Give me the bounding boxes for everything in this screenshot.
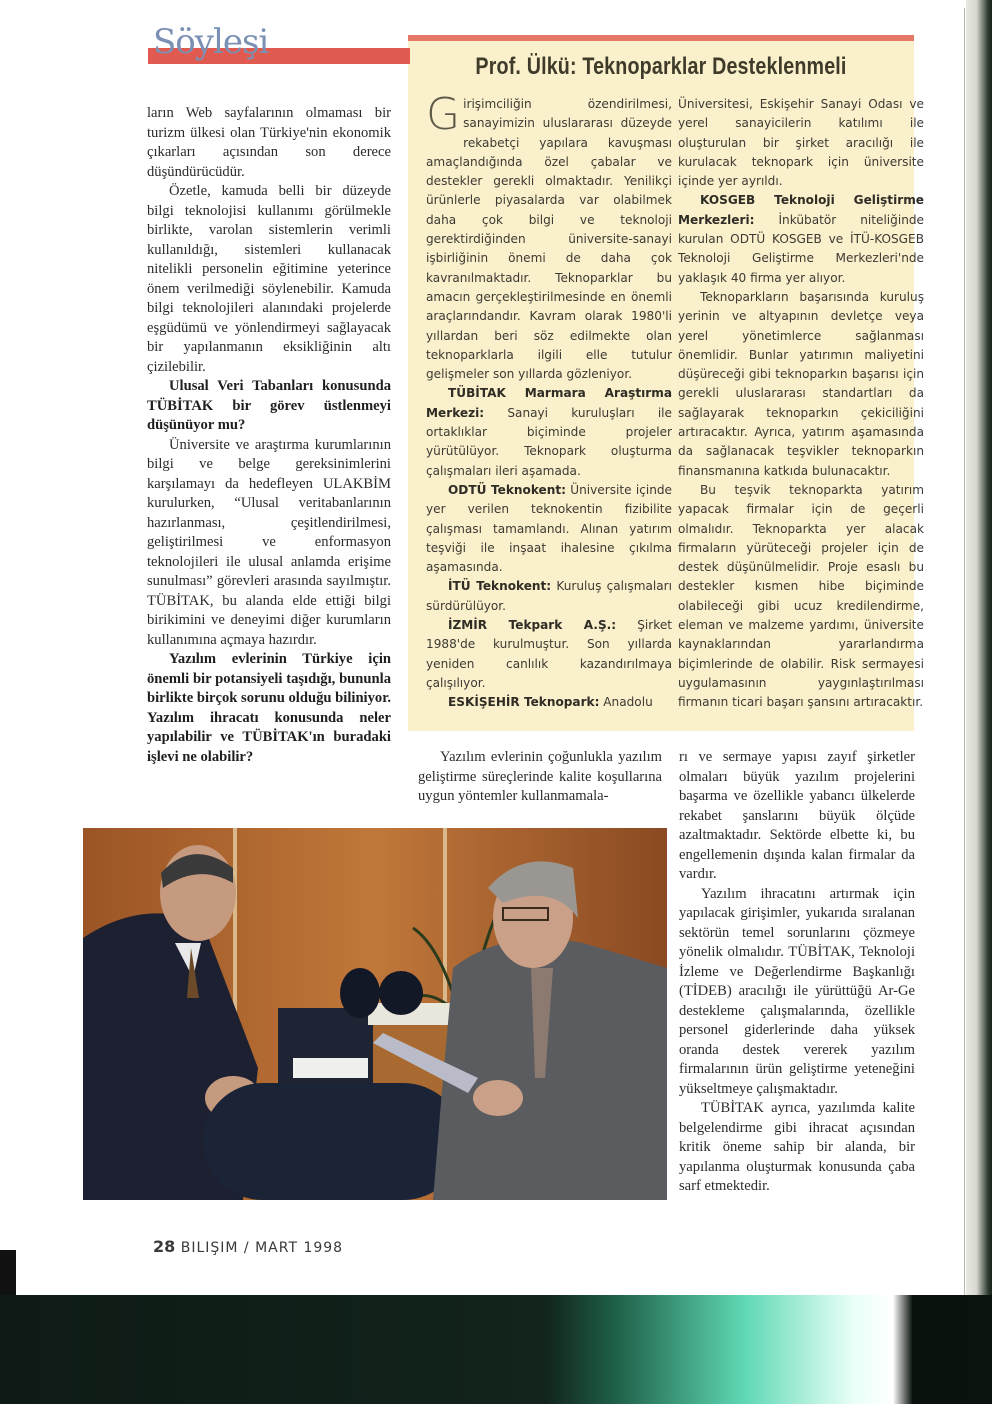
sidebar-paragraph [678, 95, 924, 191]
page-fold-line [964, 8, 965, 1298]
sidebar-text: Bu teşvik teknoparkta yatırım yapacak firmalar için de geçerli olmalıdır. Teknoparkta yer alacak firmaların yürüteceği projeler için de destek düşünülmelidir. Proje esaslı bu destekler kısmen hibe biçiminde olabileceği gibi ucuz kredilendirme, eleman ve malzeme yardımı, üniversite kaynaklarından yararlandırma biçimlerinde de olabilir. Risk sermayesi uygulamasının yaygınlaştırılması firmanın ticari başarı şansını artıracaktır. [678, 482, 924, 710]
sidebar-paragraph [426, 384, 672, 480]
sidebar-text: Üniversite içinde yer verilen teknokentin fizibilite çalışması tamamlandı. Alınan yatırım teşviği ile inşaat ihalesine çıkılma aşamasında. [426, 482, 672, 575]
article-paragraph: TÜBİTAK ayrıca, yazılımda kalite belgelendirme gibi ihracat açısından kritik öneme sahip bir alanda, bir yapılanma oluşturmak konusunda çaba sarf etmektedir. [679, 1100, 915, 1194]
sidebar-lead: KOSGEB Teknoloji Geliştirme Merkezleri: [678, 193, 924, 227]
article-paragraph: ların Web sayfalarının olmaması bir turizm ülkesi olan Türkiye'nin ekonomik çıkarları açısından son derece düşündürücüdür. [147, 105, 391, 180]
sidebar-box [408, 35, 924, 731]
sidebar-text: İnkübatör niteliğinde kurulan ODTÜ KOSGEB ve İTÜ-KOSGEB Teknoloji Geliştirme Merkezleri'nde yaklaşık 40 firma yer alıyor. [678, 212, 924, 285]
sidebar-text: Sanayi kuruluşları ile ortaklıklar biçiminde projeler yürütülüyor. Teknopark oluşturma çalışmaları ileri aşamada. [426, 405, 672, 478]
article-paragraph: Yazılım evlerinin çoğunlukla yazılım geliştirme süreçlerinde kalite koşullarına uygun yöntemler kullanmamala- [418, 749, 662, 804]
sidebar-lead: İTÜ Teknokent: [448, 579, 552, 594]
sidebar-text: Şirket 1988'de kurulmuştur. Son yıllarda yeniden canlılık kazandırılmaya çalışılıyor. [426, 618, 673, 690]
sidebar-text: Kuruluş çalışmaları sürdürülüyor. [426, 579, 672, 613]
sidebar-paragraph [426, 577, 672, 616]
scan-edge-left [0, 1250, 16, 1300]
article-paragraph: Üniversite ve araştırma kurumlarının bilgi ve belge gereksinimlerini karşılamayı da hedefleyen ULAKBİM kurulurken, “Ulusal veritabanlarının hazırlanması, çeşitlendirilmesi, geliştirilmesi ve enformasyon teknolojileri ile ulusal anlamda erişime sunulması” görevleri arasında sayılmıştır. TÜBİTAK, bu alanda elde ettiği bilgi birikimini ve deneyimi diğer kurumların kullanımına açmaya hazırdır. [147, 436, 391, 648]
sidebar-text: Üniversitesi, Eskişehir Sanayi Odası ve yerel sanayicilerin katılımı ile oluşturulan bir şirket aracılığı ile kurulacak teknopark için üniversite içinde yer ayrıldı. [678, 97, 924, 189]
sidebar-lead: ODTÜ Teknokent: [448, 482, 566, 497]
photo-illustration [83, 828, 667, 1200]
article-paragraph: Özetle, kamuda belli bir düzeyde bilgi teknolojisi kullanımı görülmekle birlikte, varolan sistemlerin verimli kullanıldığı, sistemleri kullanacak nitelikli personelin eğitimine yeterince önem verilmediği söylenebilir. Kamuda bilgi teknolojileri alanındaki projelerde eşgüdümü ve yönlendirmeyi sağlayacak bir yapılanmanın eksikliğinin altı çizilebilir. [147, 183, 391, 375]
sidebar-paragraph [678, 191, 924, 287]
page-footer [153, 1237, 343, 1256]
sidebar-paragraph [426, 693, 672, 712]
article-column-middle [418, 748, 662, 807]
sidebar-paragraph [426, 89, 672, 384]
publication-issue: BILIŞIM / MART 1998 [180, 1240, 344, 1256]
round-table [203, 1083, 463, 1200]
section-title: Söyleşi [153, 22, 269, 62]
sidebar-paragraph [426, 616, 672, 693]
sidebar-lead: TÜBİTAK Marmara Araştırma Merkezi: [426, 386, 672, 420]
article-column-left [147, 104, 391, 767]
sidebar-paragraph [678, 288, 924, 481]
sidebar-paragraph [678, 481, 924, 713]
sidebar-lead: İZMİR Tekpark A.Ş.: [448, 618, 617, 633]
article-column-right [679, 748, 915, 1197]
sidebar-paragraph [426, 481, 672, 577]
article-paragraph: Yazılım ihracatını artırmak için yapılacak girişimler, yukarıda sıralanan sektörün temel sorunlarını çözmeye yönelik olmalıdır. TÜBİTAK, Teknoloji İzleme ve Değerlendirme Başkanlığı (TİDEB) aracılığı ile yürüttüğü Ar-Ge destekleme çalışmalarında, özellikle personel giderlerinde daha yüksek oranda destek vererek yazılım firmalarının ürün geliştirme yeteneğini yükseltmeye çalışmaktadır. [679, 885, 915, 1097]
sidebar-title: Prof. Ülkü: Teknoparklar Desteklenmeli [475, 53, 847, 80]
interview-question: Yazılım evlerinin Türkiye için önemli bir potansiyeli taşıdığı, bununla birlikte birçok sorunu olduğu biliniyor. Yazılım ihracatı konusunda neler yapılabilir ve TÜBİTAK'ın buradaki işlevi ne olabilir? [147, 651, 391, 765]
vase [340, 968, 380, 1018]
interview-photo [83, 828, 667, 1200]
wall-seam [233, 828, 237, 1028]
vase [379, 971, 423, 1015]
sidebar-lead: ESKİŞEHİR Teknopark: [448, 695, 600, 710]
article-paragraph: rı ve sermaye yapısı zayıf şirketler olmaları büyük yazılım projelerini başarma ve özellikle yabancı ülkelerde rekabet şanslarını büyük ölçüde azaltmaktadır. Sektörde elbette ki, bu engellemenin dışında kalan firmalar da vardır. [679, 749, 915, 882]
notepad [293, 1058, 368, 1078]
scan-edge-right [966, 0, 992, 1300]
wall-seam [443, 828, 447, 1028]
sidebar-text: irişimciliğin özendirilmesi, sanayimizin uluslararası düzeyde rekabetçi yapılara kavuşması amaçlandığında özel çabalar ve destekler gerekli olmaktadır. Yenilikçi ürünlerle piyasalarda var olabilmek daha çok bilgi ve teknoloji gerektirdiğinden üniversite-sanayi işbirliğinin önemi de daha çok kavranılmaktadır. Teknoparklar bu amacın gerçekleştirilmesinde en önemli araçlarındandır. Kavram olarak 1980'li yıllardan beri söz edilmekte olan teknoparklarla ilgili elle tutulur gelişmeler son yıllarda gözleniyor. [426, 97, 672, 382]
page-number: 28 [153, 1237, 176, 1256]
sidebar-column-2 [678, 95, 924, 713]
sidebar-text: Teknoparkların başarısında kuruluş yerinin ve altyapının devletçe veya yerel yönetimlerce sağlanması önemlidir. Bunlar yatırımın maliyetini düşüreceği gibi teknoparkın başarısı için gerekli uluslararası standartları da sağlayarak teknoparkın çekiciliğini artıracaktır. Ayrıca, yatırım aşamasında da sağlanacak teşvikler teknoparkın finansmanına katkıda bulunacaktır. [678, 289, 924, 478]
interview-question: Ulusal Veri Tabanları konusunda TÜBİTAK bir görev üstlenmeyi düşünüyor mu? [147, 378, 391, 433]
sidebar-text: Anadolu [599, 695, 653, 710]
drop-cap: G [426, 89, 461, 140]
sidebar-column-1 [426, 89, 673, 713]
scan-edge-bottom [0, 1295, 992, 1404]
